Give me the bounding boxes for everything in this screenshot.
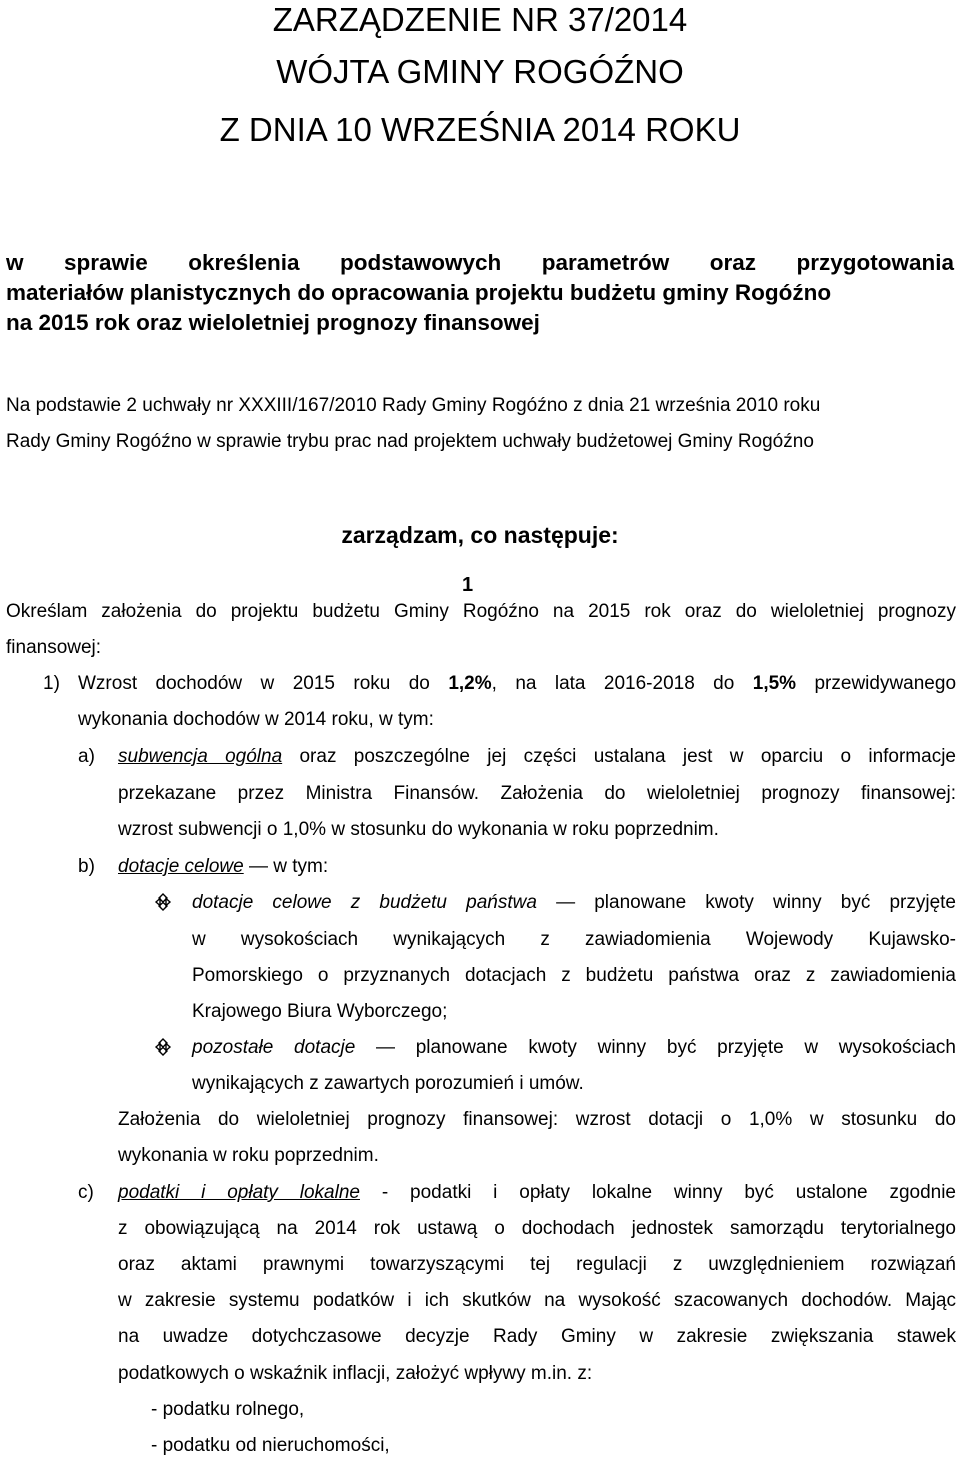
item-b-term: dotacje celowe: [118, 856, 244, 877]
subject-line-1: w sprawie określenia podstawowych parametrów oraz przygotowania: [6, 250, 954, 275]
basis-line-1-rest: 2 uchwały nr XXXIII/167/2010 Rady Gminy Rogóźno z dnia 21 września 2010 roku: [126, 395, 821, 416]
item-c-line-1: [118, 1181, 956, 1205]
bullet-2-line-1-rest: — planowane kwoty winny być przyjęte w wysokościach: [376, 1037, 956, 1058]
intro-line-2: finansowej:: [6, 637, 102, 658]
item-a-line-1: [118, 745, 956, 769]
item-1-number: 1): [43, 673, 60, 694]
section-heading: [462, 574, 473, 597]
item-1-text-e: przewidywanego: [814, 673, 957, 694]
item-c-term: podatki i opłaty lokalne: [118, 1182, 360, 1203]
bullet-1-line-1-rest: — planowane kwoty winny być przyjęte: [556, 892, 956, 913]
subject-line-3: na 2015 rok oraz wieloletniej prognozy finansowej: [6, 310, 540, 335]
title-line-3: Z DNIA 10 WRZEŚNIA 2014 ROKU: [219, 111, 741, 148]
item-b-rest: — w tym:: [248, 856, 329, 877]
bullet-1-term: dotacje celowe z budżetu państwa: [192, 892, 537, 913]
diamond-bullet-icon: [152, 892, 174, 912]
item-c-label: c): [78, 1182, 94, 1203]
item-a-line-2: przekazane przez Ministra Finansów. Założenia do wieloletniej prognozy finansowej:: [118, 783, 956, 804]
bullet-2-term: pozostałe dotacje: [192, 1037, 356, 1058]
item-a-line-3: wzrost subwencji o 1,0% w stosunku do wykonania w roku poprzednim.: [118, 819, 719, 840]
item-a-line-1-rest: oraz poszczególne jej części ustalana jest w oparciu o informacje: [299, 746, 956, 767]
item-1-line-1: [78, 672, 956, 696]
bullet-1-line-2: w wysokościach wynikających z zawiadomienia Wojewody Kujawsko-: [192, 929, 956, 950]
diamond-bullet-icon: [152, 1037, 174, 1057]
subject-line-2: materiałów planistycznych do opracowania projektu budżetu gminy Rogóźno: [6, 280, 832, 305]
bullet-1-line-1: [192, 891, 956, 915]
item-1-rate-2015: 1,2%: [448, 673, 492, 694]
title-line-1: ZARZĄDZENIE NR 37/2014: [272, 1, 688, 38]
item-a-term: subwencja ogólna: [118, 746, 283, 767]
item-c-line-5: na uwadze dotychczasowe decyzje Rady Gminy w zakresie zwiększania stawek: [118, 1326, 956, 1347]
title-line-2: WÓJTA GMINY ROGÓŹNO: [276, 53, 684, 90]
item-1-line-2: wykonania dochodów w 2014 roku, w tym:: [78, 709, 434, 730]
basis-prefix: Na podstawie: [6, 395, 122, 416]
item-1-text-a: Wzrost dochodów w 2015 roku do: [78, 673, 430, 694]
intro-line-1: Określam założenia do projektu budżetu Gminy Rogóźno na 2015 rok oraz do wieloletniej prognozy: [6, 601, 956, 622]
section-number: 1: [462, 574, 474, 596]
bullet-1-line-3: Pomorskiego o przyznanych dotacjach z budżetu państwa oraz z zawiadomienia: [192, 965, 956, 986]
item-c-line-6: podatkowych o wskaźnik inflacji, założyć wpływy m.in. z:: [118, 1363, 593, 1384]
item-b-summary-line-2: wykonania w roku poprzednim.: [118, 1145, 379, 1166]
basis-line-2: Rady Gminy Rogóźno w sprawie trybu prac nad projektem uchwały budżetowej Gminy Rogóźno: [6, 431, 814, 452]
item-b-summary-line-1: Założenia do wieloletniej prognozy finansowej: wzrost dotacji o 1,0% w stosunku do: [118, 1109, 956, 1130]
item-b-line-1: [118, 855, 328, 879]
item-c-dash-2: - podatku od nieruchomości,: [151, 1435, 390, 1456]
bullet-2-line-2: wynikających z zawartych porozumień i umów.: [192, 1073, 584, 1094]
bullet-2-line-1: [192, 1036, 956, 1060]
basis-line-1: [6, 394, 820, 418]
item-c-line-1-rest: - podatki i opłaty lokalne winny być ustalone zgodnie: [381, 1182, 956, 1203]
item-b-label: b): [78, 856, 95, 877]
item-1-text-c: , na lata 2016-2018 do: [491, 673, 735, 694]
item-c-line-4: w zakresie systemu podatków i ich skutków na wysokość szacowanych dochodów. Mając: [118, 1290, 956, 1311]
decree-heading: zarządzam, co następuje:: [341, 522, 619, 548]
item-c-dash-1: - podatku rolnego,: [151, 1399, 305, 1420]
item-a-label: a): [78, 746, 95, 767]
item-c-line-3: oraz aktami prawnymi towarzyszącymi tej regulacji z uwzględnieniem rozwiązań: [118, 1254, 956, 1275]
item-1-rate-2016-2018: 1,5%: [752, 673, 797, 694]
item-c-line-2: z obowiązującą na 2014 rok ustawą o dochodach jednostek samorządu terytorialnego: [118, 1218, 956, 1239]
bullet-1-line-4: Krajowego Biura Wyborczego;: [192, 1001, 448, 1022]
